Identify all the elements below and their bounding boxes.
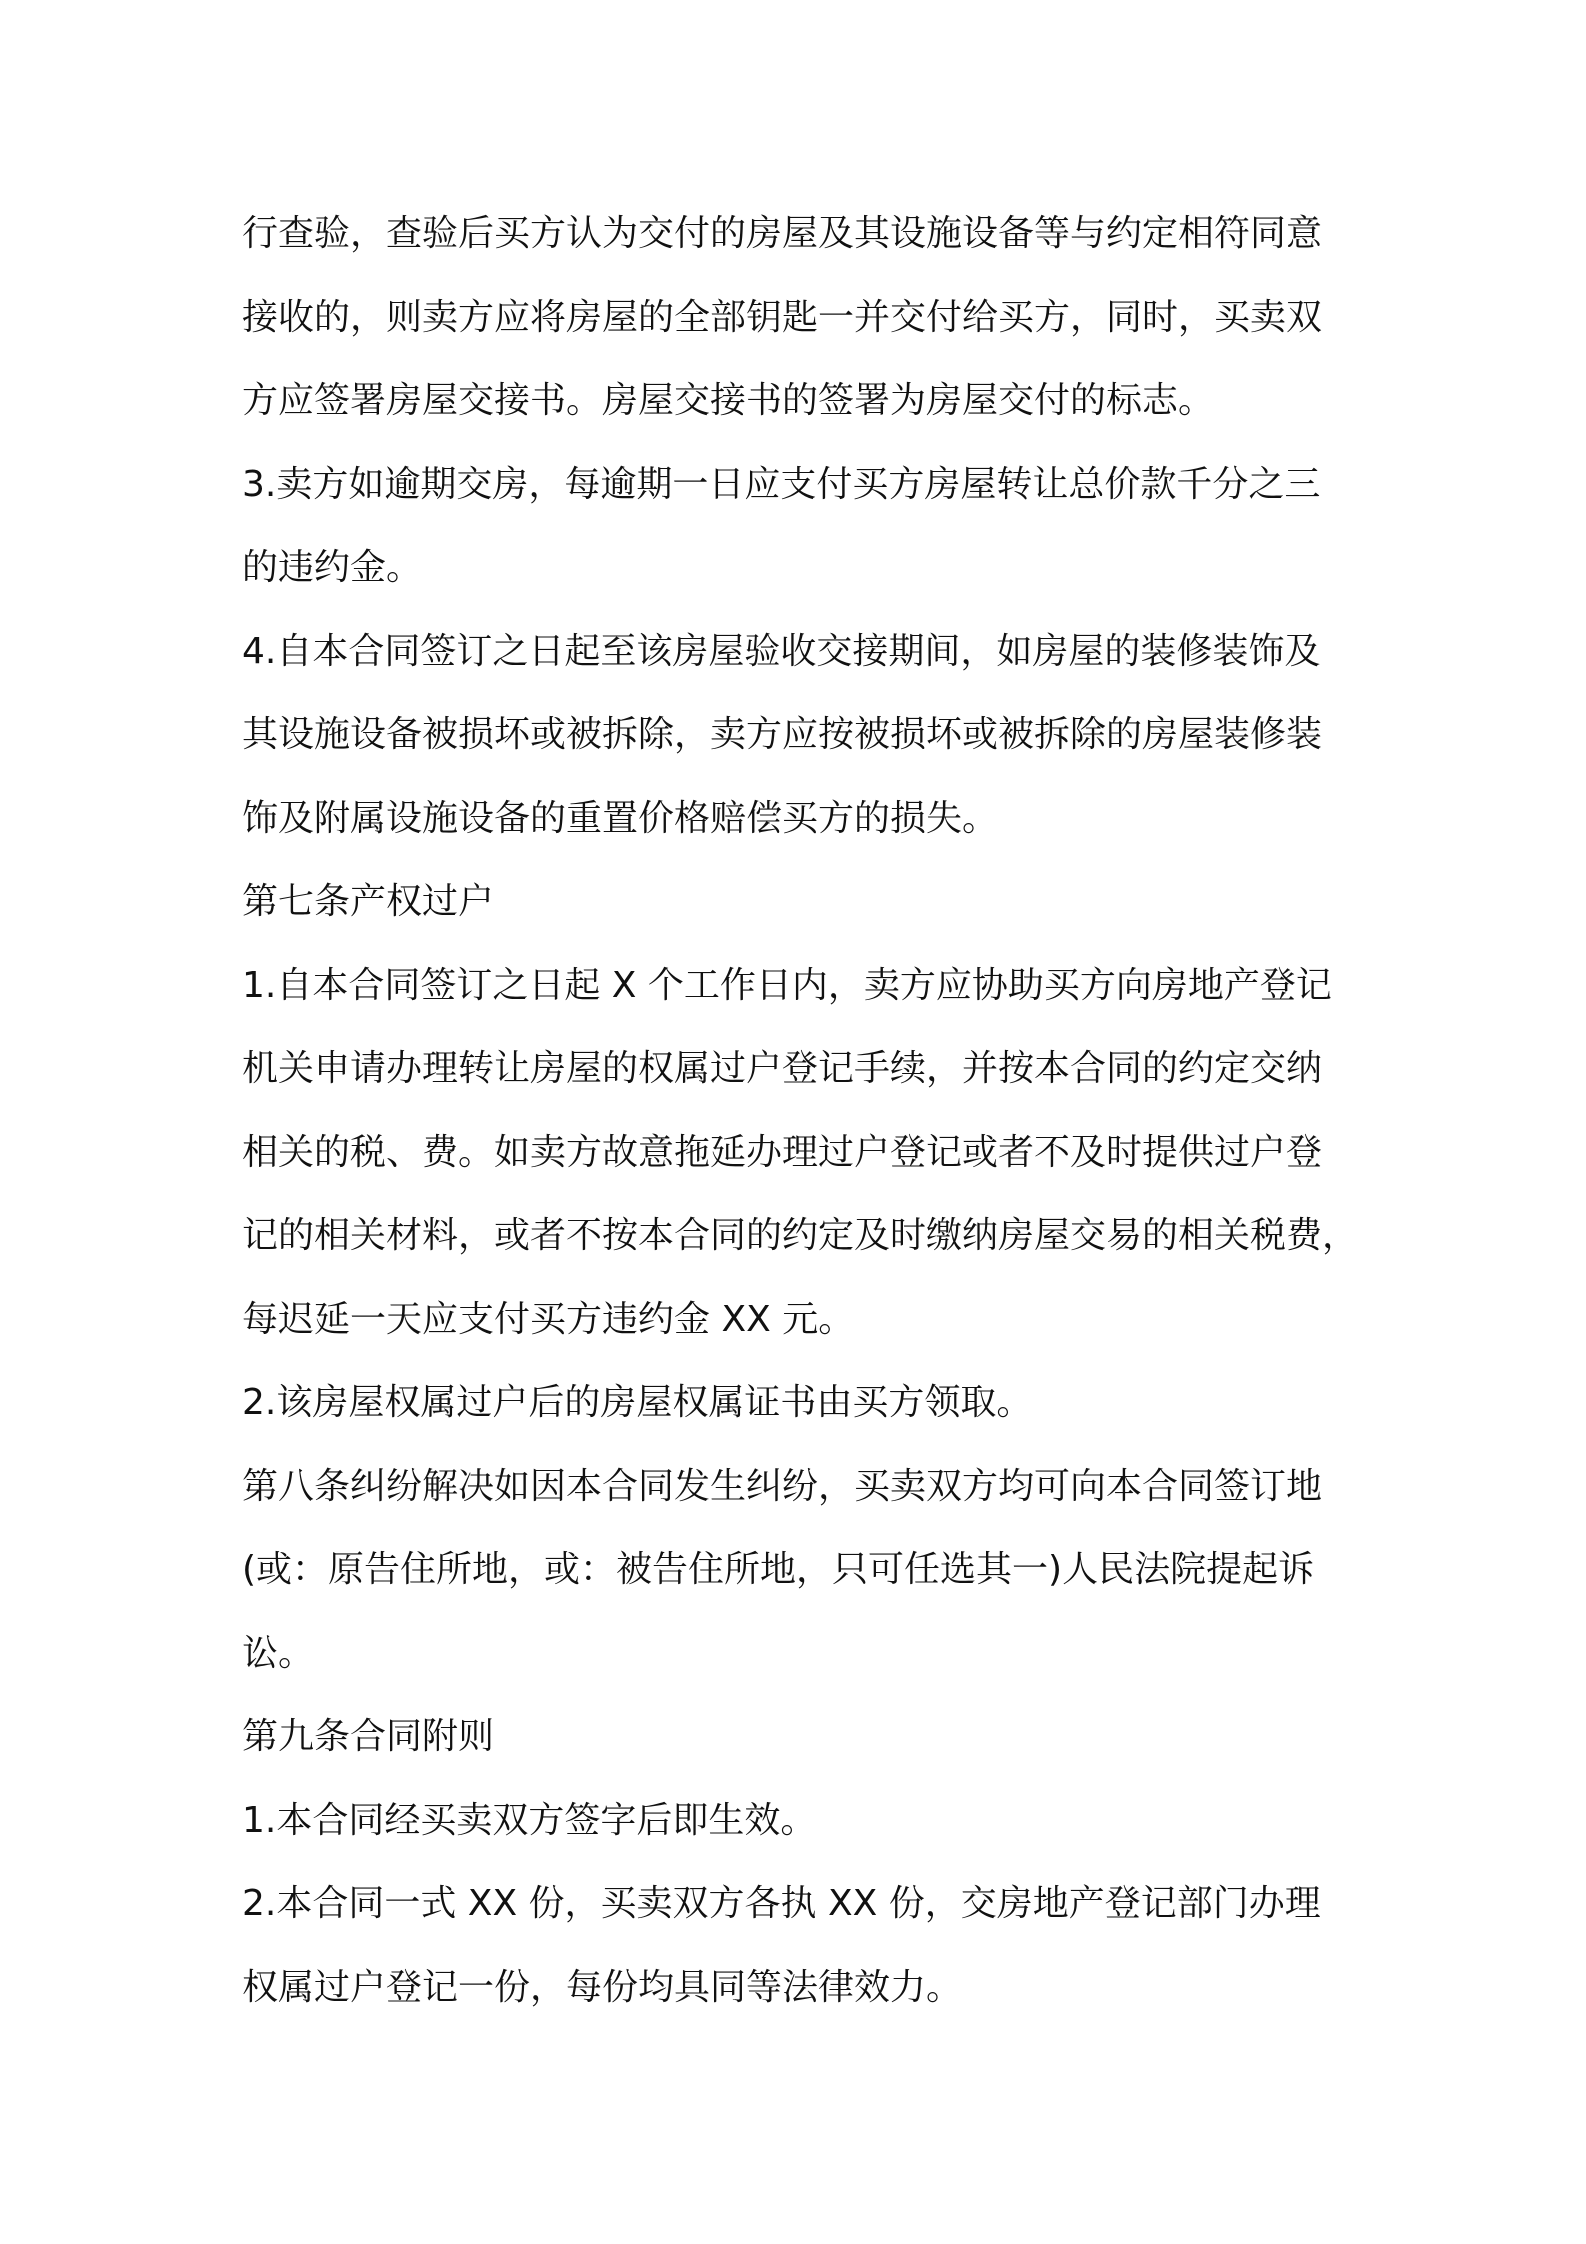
text-line: 权属过户登记一份，每份均具同等法律效力。	[242, 1966, 963, 2008]
document-body	[242, 192, 1372, 2029]
section-heading-article-9: 第九条合同附则	[242, 1716, 495, 1757]
text-line: 接收的，则卖方应将房屋的全部钥匙一并交付给买方，同时，买卖双	[242, 296, 1323, 338]
text-line: 记的相关材料，或者不按本合同的约定及时缴纳房屋交易的相关税费，	[242, 1215, 1359, 1256]
clause-item-1: 1.本合同经买卖双方签字后即生效。	[242, 1799, 817, 1841]
text-line: 讼。	[242, 1632, 315, 1674]
clause-item-2: 2.该房屋权属过户后的房屋权属证书由买方领取。	[242, 1382, 1033, 1423]
text-line: 的违约金。	[242, 547, 423, 588]
section-heading-article-8: 第八条纠纷解决如因本合同发生纠纷，买卖双方均可向本合同签订地	[242, 1465, 1323, 1507]
clause-item-3: 3.卖方如逾期交房，每逾期一日应支付买方房屋转让总价款千分之三	[242, 463, 1321, 505]
text-line: 相关的税、费。如卖方故意拖延办理过户登记或者不及时提供过户登	[242, 1131, 1323, 1173]
clause-item-1: 1.自本合同签订之日起 X 个工作日内，卖方应协助买方向房地产登记	[242, 964, 1332, 1006]
text-line: 机关申请办理转让房屋的权属过户登记手续，并按本合同的约定交纳	[242, 1048, 1323, 1089]
text-line: 其设施设备被损坏或被拆除，卖方应按被损坏或被拆除的房屋装修装	[242, 714, 1323, 755]
text-line: 行查验，查验后买方认为交付的房屋及其设施设备等与约定相符同意	[242, 213, 1323, 254]
text-line: (或：原告住所地，或：被告住所地，只可任选其一)人民法院提起诉	[242, 1549, 1315, 1590]
clause-item-2: 2.本合同一式 XX 份，买卖双方各执 XX 份，交房地产登记部门办理	[242, 1883, 1321, 1924]
clause-item-4: 4.自本合同签订之日起至该房屋验收交接期间，如房屋的装修装饰及	[242, 630, 1321, 672]
section-heading-article-7: 第七条产权过户	[242, 881, 495, 922]
text-line: 方应签署房屋交接书。房屋交接书的签署为房屋交付的标志。	[242, 380, 1215, 421]
text-line: 饰及附属设施设备的重置价格赔偿买方的损失。	[242, 797, 999, 839]
text-line: 每迟延一天应支付买方违约金 XX 元。	[242, 1298, 855, 1340]
